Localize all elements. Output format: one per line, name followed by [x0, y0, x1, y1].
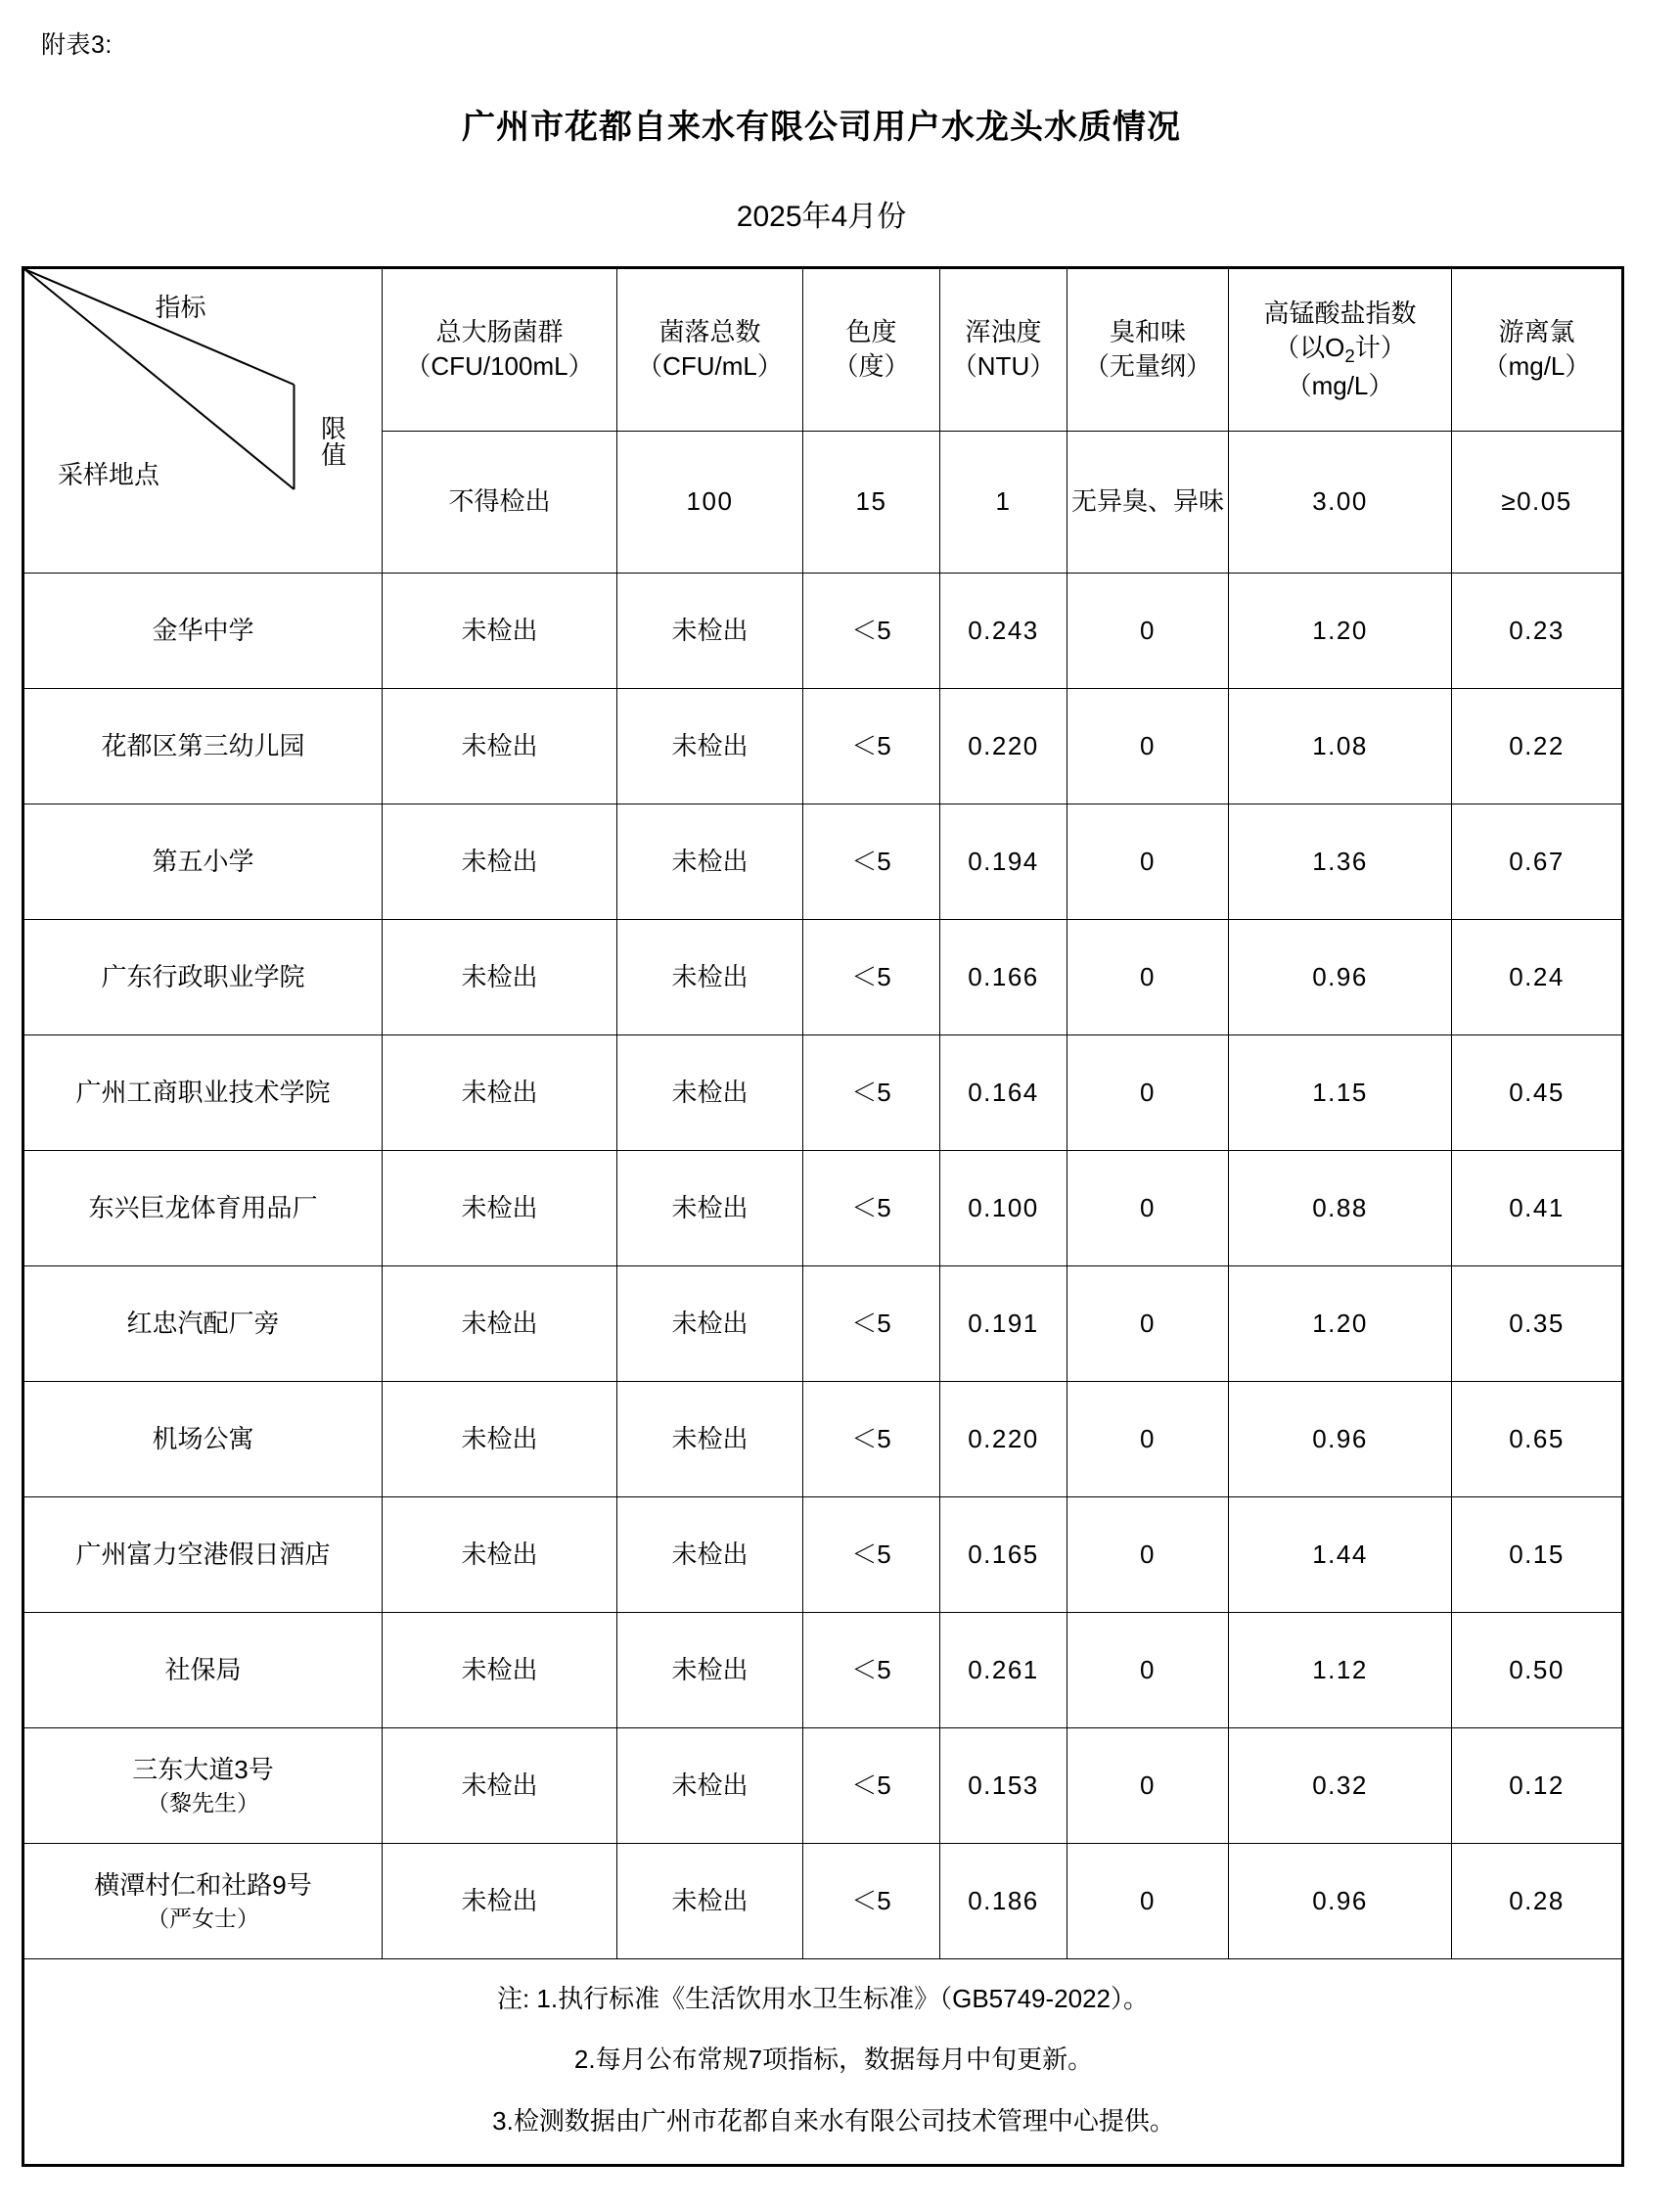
cell-free-chlorine: 0.15 — [1452, 1497, 1623, 1613]
cell-permanganate-index: 0.32 — [1229, 1728, 1452, 1844]
table-row — [23, 1497, 1623, 1613]
table-row — [23, 1035, 1623, 1151]
column-header-total-coliform — [383, 268, 617, 432]
cell-turbidity: 0.194 — [940, 804, 1067, 920]
cell-odor-taste: 0 — [1067, 689, 1229, 804]
cell-free-chlorine: 0.45 — [1452, 1035, 1623, 1151]
cell-odor-taste: 0 — [1067, 574, 1229, 689]
sample-site: 红忠汽配厂旁 — [23, 1266, 383, 1382]
corner-limit-label: 限值 — [320, 414, 346, 471]
cell-permanganate-index: 1.44 — [1229, 1497, 1452, 1613]
cell-total-coliform: 未检出 — [383, 1613, 617, 1728]
cell-chroma: ＜5 — [803, 1035, 940, 1151]
cell-chroma: ＜5 — [803, 1151, 940, 1266]
table-row — [23, 1266, 1623, 1382]
cell-total-coliform: 未检出 — [383, 1844, 617, 1959]
cell-colony-count: 未检出 — [617, 689, 803, 804]
cell-total-coliform: 未检出 — [383, 1728, 617, 1844]
sample-site-note: （黎先生） — [147, 1789, 259, 1815]
cell-odor-taste: 0 — [1067, 1151, 1229, 1266]
sample-site: 机场公寓 — [23, 1382, 383, 1497]
limit-value: 100 — [617, 431, 803, 573]
cell-total-coliform: 未检出 — [383, 804, 617, 920]
col-header-line2: （CFU/mL） — [637, 351, 783, 382]
cell-total-coliform: 未检出 — [383, 689, 617, 804]
column-header-turbidity — [940, 268, 1067, 432]
table-row — [23, 1151, 1623, 1266]
cell-odor-taste: 0 — [1067, 920, 1229, 1035]
limit-value: 15 — [803, 431, 940, 573]
limit-value: 不得检出 — [383, 431, 617, 573]
sample-site-name: 三东大道3号 — [132, 1755, 274, 1785]
table-row — [23, 574, 1623, 689]
cell-permanganate-index: 1.36 — [1229, 804, 1452, 920]
col-header-line2: （无量纲） — [1083, 351, 1211, 382]
sample-site: 广州工商职业技术学院 — [23, 1035, 383, 1151]
cell-free-chlorine: 0.67 — [1452, 804, 1623, 920]
cell-permanganate-index: 0.96 — [1229, 1382, 1452, 1497]
cell-free-chlorine: 0.12 — [1452, 1728, 1623, 1844]
note-line-2: 2.每月公布常规7项指标，数据每月中旬更新。 — [573, 2045, 1094, 2075]
table-row — [23, 689, 1623, 804]
cell-total-coliform: 未检出 — [383, 1035, 617, 1151]
cell-free-chlorine: 0.24 — [1452, 920, 1623, 1035]
sample-site: 社保局 — [23, 1613, 383, 1728]
corner-indicator-label: 指标 — [155, 293, 206, 322]
cell-turbidity: 0.243 — [940, 574, 1067, 689]
column-header-permanganate-index — [1229, 268, 1452, 432]
column-header-odor-taste — [1067, 268, 1229, 432]
col-header-line2: （CFU/100mL） — [405, 351, 594, 382]
cell-total-coliform: 未检出 — [383, 1497, 617, 1613]
cell-chroma: ＜5 — [803, 804, 940, 920]
cell-permanganate-index: 1.12 — [1229, 1613, 1452, 1728]
col-header-line1: 总大肠菌群 — [435, 317, 564, 347]
cell-odor-taste: 0 — [1067, 1497, 1229, 1613]
cell-chroma: ＜5 — [803, 1497, 940, 1613]
cell-chroma: ＜5 — [803, 1728, 940, 1844]
col-header-line1: 游离氯 — [1498, 317, 1575, 347]
cell-odor-taste: 0 — [1067, 1728, 1229, 1844]
table-row — [23, 1844, 1623, 1959]
cell-total-coliform: 未检出 — [383, 1382, 617, 1497]
cell-odor-taste: 0 — [1067, 1035, 1229, 1151]
cell-total-coliform: 未检出 — [383, 1151, 617, 1266]
attachment-label: 附表3: — [41, 31, 113, 59]
cell-turbidity: 0.261 — [940, 1613, 1067, 1728]
cell-colony-count: 未检出 — [617, 1035, 803, 1151]
cell-odor-taste: 0 — [1067, 1613, 1229, 1728]
cell-chroma: ＜5 — [803, 574, 940, 689]
column-header-free-chlorine — [1452, 268, 1623, 432]
cell-colony-count: 未检出 — [617, 1382, 803, 1497]
page-title: 广州市花都自来水有限公司用户水龙头水质情况 — [462, 109, 1181, 146]
cell-free-chlorine: 0.41 — [1452, 1151, 1623, 1266]
table-row — [23, 804, 1623, 920]
cell-free-chlorine: 0.65 — [1452, 1382, 1623, 1497]
cell-colony-count: 未检出 — [617, 1266, 803, 1382]
sample-site-name: 横潭村仁和社路9号 — [94, 1870, 312, 1901]
cell-permanganate-index: 0.96 — [1229, 1844, 1452, 1959]
cell-colony-count: 未检出 — [617, 1844, 803, 1959]
sample-site: 广东行政职业学院 — [23, 920, 383, 1035]
cell-turbidity: 0.191 — [940, 1266, 1067, 1382]
column-header-chroma — [803, 268, 940, 432]
sample-site: 广州富力空港假日酒店 — [23, 1497, 383, 1613]
cell-colony-count: 未检出 — [617, 1613, 803, 1728]
cell-permanganate-index: 1.15 — [1229, 1035, 1452, 1151]
column-header-colony-count — [617, 268, 803, 432]
cell-turbidity: 0.164 — [940, 1035, 1067, 1151]
cell-permanganate-index: 0.88 — [1229, 1151, 1452, 1266]
sample-site — [23, 1728, 383, 1844]
limit-value: ≥0.05 — [1452, 431, 1623, 573]
cell-free-chlorine: 0.22 — [1452, 689, 1623, 804]
note-line-3: 3.检测数据由广州市花都自来水有限公司技术管理中心提供。 — [492, 2105, 1175, 2136]
cell-turbidity: 0.186 — [940, 1844, 1067, 1959]
cell-colony-count: 未检出 — [617, 1151, 803, 1266]
cell-colony-count: 未检出 — [617, 804, 803, 920]
note-line-1: 注: 1.执行标准《生活饮用水卫生标准》（GB5749-2022）。 — [496, 1984, 1150, 2013]
cell-odor-taste: 0 — [1067, 1382, 1229, 1497]
sample-site-note: （严女士） — [147, 1905, 259, 1931]
cell-turbidity: 0.153 — [940, 1728, 1067, 1844]
col-header-line1: 色度 — [845, 317, 897, 347]
cell-turbidity: 0.100 — [940, 1151, 1067, 1266]
cell-free-chlorine: 0.50 — [1452, 1613, 1623, 1728]
cell-turbidity: 0.220 — [940, 689, 1067, 804]
cell-chroma: ＜5 — [803, 689, 940, 804]
cell-permanganate-index: 0.96 — [1229, 920, 1452, 1035]
table-row — [23, 920, 1623, 1035]
sample-site: 东兴巨龙体育用品厂 — [23, 1151, 383, 1266]
limit-value: 无异臭、异味 — [1067, 431, 1229, 573]
cell-permanganate-index: 1.20 — [1229, 1266, 1452, 1382]
cell-free-chlorine: 0.23 — [1452, 574, 1623, 689]
water-quality-table — [22, 266, 1624, 2167]
cell-chroma: ＜5 — [803, 920, 940, 1035]
cell-odor-taste: 0 — [1067, 1844, 1229, 1959]
cell-colony-count: 未检出 — [617, 1497, 803, 1613]
cell-colony-count: 未检出 — [617, 920, 803, 1035]
col-header-line1: 臭和味 — [1109, 317, 1186, 347]
cell-permanganate-index: 1.20 — [1229, 574, 1452, 689]
page-subtitle: 2025年4月份 — [736, 201, 907, 233]
col-header-line2: （NTU） — [951, 351, 1056, 382]
cell-colony-count: 未检出 — [617, 1728, 803, 1844]
col-header-line2: （mg/L） — [1482, 351, 1591, 382]
table-row — [23, 1728, 1623, 1844]
col-header-line1: 浑浊度 — [965, 317, 1042, 347]
cell-turbidity: 0.166 — [940, 920, 1067, 1035]
cell-chroma: ＜5 — [803, 1613, 940, 1728]
col-header-line1: 菌落总数 — [658, 317, 761, 347]
cell-turbidity: 0.220 — [940, 1382, 1067, 1497]
sample-site: 花都区第三幼儿园 — [23, 689, 383, 804]
cell-chroma: ＜5 — [803, 1266, 940, 1382]
cell-permanganate-index: 1.08 — [1229, 689, 1452, 804]
table-notes-row — [23, 1959, 1623, 2166]
sample-site — [23, 1844, 383, 1959]
corner-site-label: 采样地点 — [58, 459, 160, 489]
table-notes-cell — [23, 1959, 1623, 2166]
col-header-line3: （mg/L） — [1286, 370, 1394, 400]
cell-turbidity: 0.165 — [940, 1497, 1067, 1613]
cell-free-chlorine: 0.28 — [1452, 1844, 1623, 1959]
col-header-line2: （以$O_2$计） — [1274, 333, 1406, 367]
col-header-line2: （度） — [833, 351, 910, 382]
cell-odor-taste: 0 — [1067, 1266, 1229, 1382]
table-corner-header — [23, 268, 383, 574]
cell-total-coliform: 未检出 — [383, 1266, 617, 1382]
cell-total-coliform: 未检出 — [383, 574, 617, 689]
cell-odor-taste: 0 — [1067, 804, 1229, 920]
limit-value: 1 — [940, 431, 1067, 573]
table-row — [23, 1613, 1623, 1728]
cell-total-coliform: 未检出 — [383, 920, 617, 1035]
limit-value: 3.00 — [1229, 431, 1452, 573]
sample-site: 第五小学 — [23, 804, 383, 920]
cell-colony-count: 未检出 — [617, 574, 803, 689]
sample-site: 金华中学 — [23, 574, 383, 689]
table-row — [23, 1382, 1623, 1497]
col-header-line1: 高锰酸盐指数 — [1263, 299, 1417, 328]
cell-chroma: ＜5 — [803, 1844, 940, 1959]
cell-chroma: ＜5 — [803, 1382, 940, 1497]
cell-free-chlorine: 0.35 — [1452, 1266, 1623, 1382]
